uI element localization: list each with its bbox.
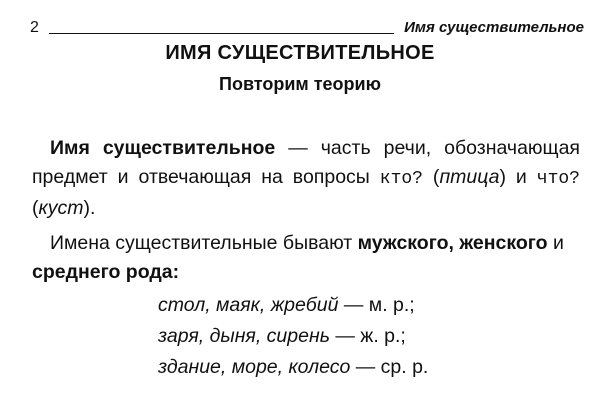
example-bird: птица bbox=[439, 166, 500, 188]
definition-text: — часть речи, обозначающая предмет и отвечающая на вопросы bbox=[32, 137, 580, 188]
example-words: здание, море, колесо bbox=[158, 356, 351, 378]
example-gender: — ж. р.; bbox=[329, 325, 406, 347]
page-title: ИМЯ СУЩЕСТВИТЕЛЬНОЕ bbox=[165, 42, 435, 64]
example-words: заря, дыня, сирень bbox=[158, 325, 330, 347]
examples-list bbox=[158, 290, 578, 383]
question-what: что? bbox=[536, 169, 580, 189]
page-number: 2 bbox=[30, 19, 39, 36]
gender-paragraph bbox=[32, 229, 580, 287]
example-masculine bbox=[158, 290, 578, 321]
running-head: Имя существительное bbox=[404, 19, 584, 36]
term: Имя существительное bbox=[50, 137, 276, 159]
gender-text: Имена существительные бывают bbox=[50, 232, 358, 254]
paren-close-2: ). bbox=[83, 197, 96, 219]
example-gender: — м. р.; bbox=[338, 294, 415, 316]
paren-close-1: ) и bbox=[499, 166, 537, 188]
definition-paragraph bbox=[32, 134, 580, 223]
paren-open-1: ( bbox=[422, 166, 440, 188]
gender-masc-fem: мужского, женского bbox=[357, 232, 548, 254]
header-rule bbox=[49, 33, 394, 34]
paren-open-2: ( bbox=[32, 197, 39, 219]
gender-and: и bbox=[547, 232, 564, 254]
example-neuter bbox=[158, 352, 578, 383]
page-subtitle: Повторим теорию bbox=[219, 74, 381, 94]
example-gender: — ср. р. bbox=[350, 356, 429, 378]
example-feminine bbox=[158, 321, 578, 352]
gender-neuter: среднего рода: bbox=[32, 261, 180, 283]
example-words: стол, маяк, жребий bbox=[158, 294, 339, 316]
page-header bbox=[30, 14, 584, 38]
question-who: кто? bbox=[379, 169, 423, 189]
example-bush: куст bbox=[38, 197, 84, 219]
